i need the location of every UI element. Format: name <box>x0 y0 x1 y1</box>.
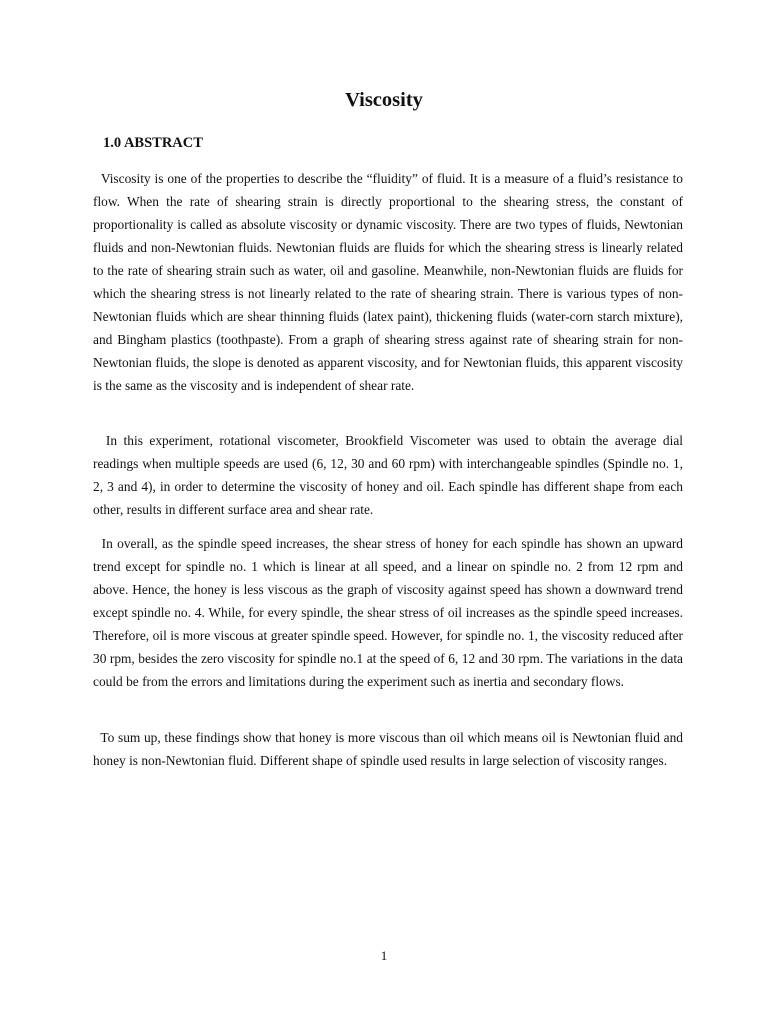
page-number: 1 <box>380 948 388 963</box>
abstract-paragraph-4: To sum up, these findings show that honey is more viscous than oil which means oil is Newtonian fluid and honey is non-Newtonian fluid. Different shape of spindle used results in large selection of viscosity ranges. <box>93 730 683 768</box>
abstract-paragraph-2: In this experiment, rotational viscometer, Brookfield Viscometer was used to obtain the average dial readings when multiple speeds are used (6, 12, 30 and 60 rpm) with interchangeable spindles (Spindle no. 1, 2, 3 and 4), in order to determine the viscosity of honey and oil. Each spindle has different shape from each other, results in different surface area and shear rate. <box>93 433 683 517</box>
section-heading-abstract: 1.0 ABSTRACT <box>103 135 203 151</box>
abstract-paragraph-3: In overall, as the spindle speed increases, the shear stress of honey for each spindle has shown an upward trend except for spindle no. 1 which is linear at all speed, and a linear on spindle no. 2 from 12 rpm and above. Hence, the honey is less viscous as the graph of viscosity against speed has shown a downward trend except spindle no. 4. While, for every spindle, the shear stress of oil increases as the spindle speed increases. Therefore, oil is more viscous at greater spindle speed. However, for spindle no. 1, the viscosity reduced after 30 rpm, besides the zero viscosity for spindle no.1 at the speed of 6, 12 and 30 rpm. The variations in the data could be from the errors and limitations during the experiment such as inertia and secondary flows. <box>93 536 683 689</box>
document-title: Viscosity <box>345 89 423 111</box>
abstract-paragraph-1: Viscosity is one of the properties to describe the “fluidity” of fluid. It is a measure of a fluid’s resistance to flow. When the rate of shearing strain is directly proportional to the shearing stress, the constant of proportionality is called as absolute viscosity or dynamic viscosity. There are two types of fluids, Newtonian fluids and non-Newtonian fluids. Newtonian fluids are fluids for which the shearing stress is linearly related to the rate of shearing strain such as water, oil and gasoline. Meanwhile, non-Newtonian fluids are fluids for which the shearing stress is not linearly related to the rate of shearing strain. There is various types of non-Newtonian fluids which are shear thinning fluids (latex paint), thickening fluids (water-corn starch mixture), and Bingham plastics (toothpaste). From a graph of shearing stress against rate of shearing strain for non-Newtonian fluids, the slope is denoted as apparent viscosity, and for Newtonian fluids, this apparent viscosity is the same as the viscosity and is independent of shear rate. <box>93 171 683 393</box>
